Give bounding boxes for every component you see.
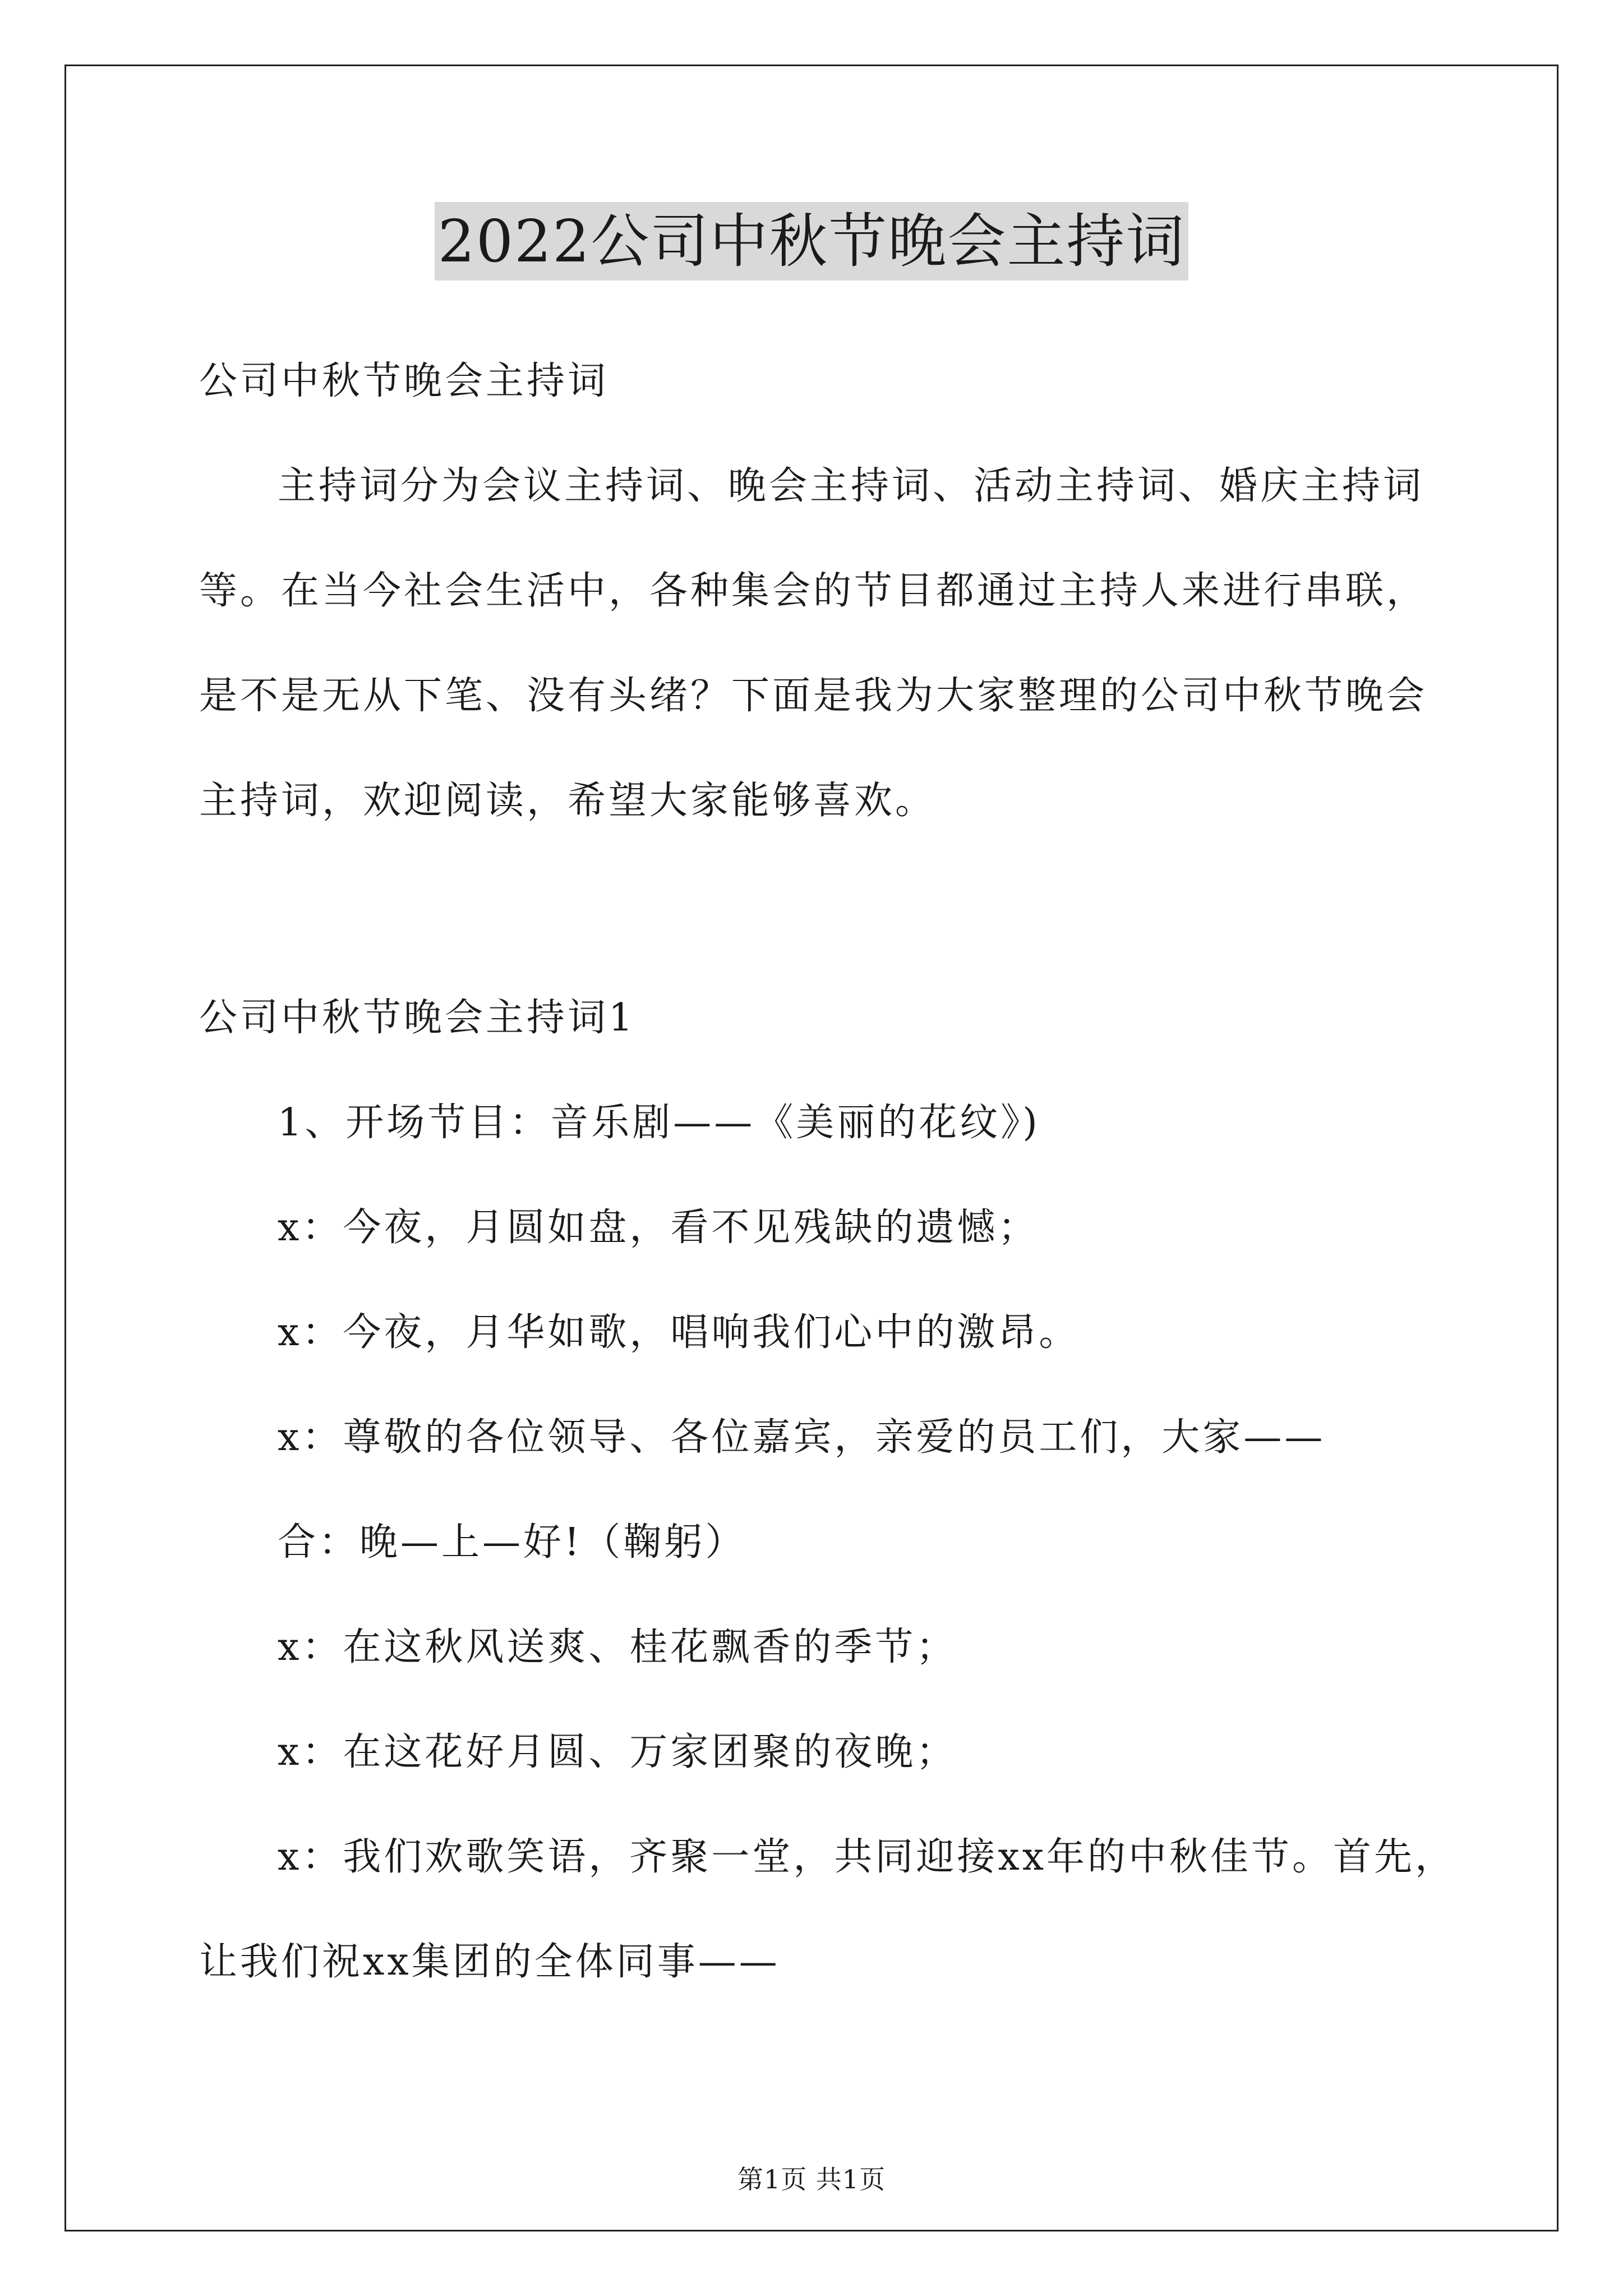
paragraph-line: x：尊敬的各位领导、各位嘉宾，亲爱的员工们，大家——: [278, 1415, 1326, 1460]
section-heading-intro: 公司中秋节晚会主持词: [199, 359, 609, 403]
paragraph-line: 是不是无从下笔、没有头绪？下面是我为大家整理的公司中秋节晚会: [199, 674, 1428, 718]
section-heading-1: 公司中秋节晚会主持词1: [199, 996, 636, 1040]
document-title: 2022公司中秋节晚会主持词: [435, 202, 1189, 280]
paragraph-line: x：今夜，月华如歌，唱响我们心中的激昂。: [278, 1310, 1080, 1355]
paragraph-line: x：我们欢歌笑语，齐聚一堂，共同迎接xx年的中秋佳节。首先，: [278, 1835, 1456, 1879]
page-footer: 第1页 共1页: [737, 2164, 886, 2194]
paragraph-line: x：在这花好月圆、万家团聚的夜晚；: [278, 1730, 957, 1774]
paragraph-line: 合：晚—上—好!（鞠躬）: [278, 1520, 746, 1565]
paragraph-line: x：在这秋风送爽、桂花飘香的季节；: [278, 1625, 957, 1669]
document-title-wrap: [0, 202, 1623, 280]
paragraph-line: 让我们祝xx集团的全体同事——: [199, 1940, 780, 1984]
paragraph-line: 等。在当今社会生活中，各种集会的节目都通过主持人来进行串联，: [199, 569, 1428, 613]
paragraph-line: 主持词分为会议主持词、晚会主持词、活动主持词、婚庆主持词: [278, 464, 1424, 508]
paragraph-line: 主持词，欢迎阅读，希望大家能够喜欢。: [199, 779, 937, 823]
paragraph-line: x：今夜，月圆如盘，看不见残缺的遗憾；: [278, 1205, 1039, 1250]
paragraph-line: 1、开场节目：音乐剧——《美丽的花纹》): [278, 1101, 1040, 1145]
